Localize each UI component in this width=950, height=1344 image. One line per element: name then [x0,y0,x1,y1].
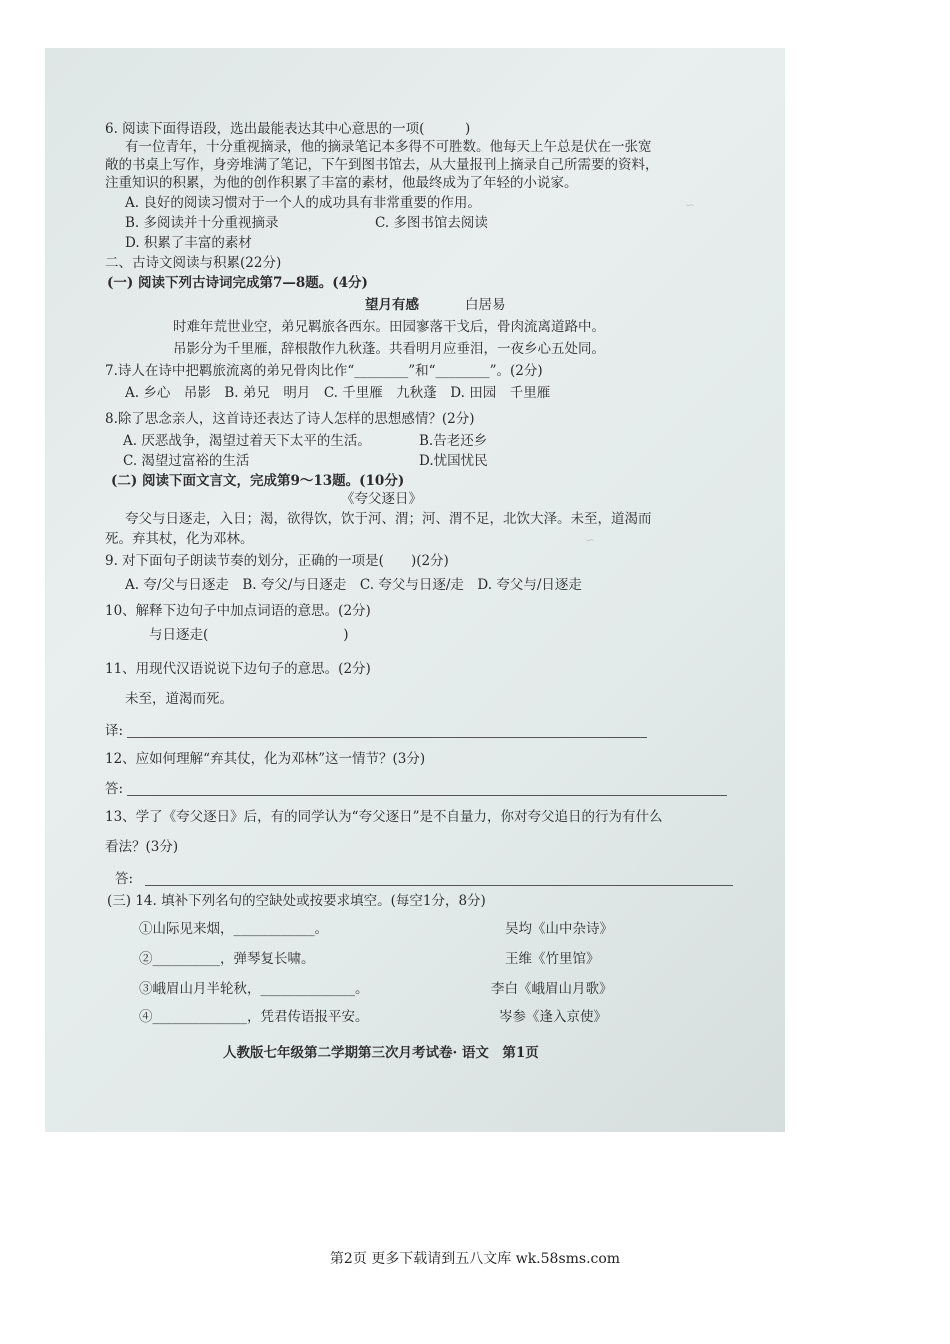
q9-options: A. 夸/父与日逐走 B. 夸父/与日逐走 C. 夸父与日逐/走 D. 夸父与/日逐走 [125,577,582,593]
q14-item-source: 王维《竹里馆》 [505,951,600,967]
q6-passage-line: 有一位青年，十分重视摘录，他的摘录笔记本多得不可胜数。他每天上午总是伏在一张宽 [125,139,652,155]
q8-option-d: D.忧国忧民 [419,453,488,469]
q12-answer-label: 答: [105,781,124,797]
scanned-exam-photo [45,48,785,1132]
q14-item-source: 吴均《山中杂诗》 [505,921,613,937]
q6-passage-line: 注重知识的积累，为他的创作积累了丰富的素材，他最终成为了年轻的小说家。 [105,175,578,191]
q6-option-b: B. 多阅读并十分重视摘录 [125,215,279,231]
q14-item-source: 岑参《逢入京使》 [499,1009,607,1025]
q9-stem: 9. 对下面句子朗读节奏的划分，正确的一项是( )(2分) [105,553,449,569]
q13-stem-cont: 看法？(3分) [105,839,179,855]
q13-answer-label: 答: [115,871,134,887]
q6-stem: 6. 阅读下面得语段，选出最能表达其中心意思的一项( ) [105,121,471,137]
q13-stem: 13、学了《夸父逐日》后，有的同学认为“夸父逐日”是不自量力，你对夸父追日的行为有什么 [105,809,663,825]
q12-stem: 12、应如何理解“弃其仗，化为邓林”这一情节？(3分) [105,751,426,767]
q6-option-d: D. 积累了丰富的素材 [125,235,252,251]
q8-option-a: A. 厌恶战争，渴望过着天下太平的生活。 [123,433,371,449]
section-part-title: (一) 阅读下列古诗词完成第7—8题。(4分) [107,275,368,291]
q6-passage-line: 敞的书桌上写作，身旁堆满了笔记，下午到图书馆去，从大量报刊上摘录自己所需要的资料， [105,157,659,173]
q10-item: 与日逐走( ) [149,627,349,643]
q14-item-text: ④______________，凭君传语报平安。 [139,1009,369,1025]
q14-item-text: ②__________，弹琴复长啸。 [139,951,315,967]
q14-item-text: ①山际见来烟，____________。 [139,921,328,937]
q10-stem: 10、解释下边句子中加点词语的意思。(2分) [105,603,371,619]
q14-item-source: 李白《峨眉山月歌》 [491,981,613,997]
q8-stem: 8.除了思念亲人，这首诗还表达了诗人怎样的思想感情？(2分) [105,411,475,427]
q7-options: A. 乡心 吊影 B. 弟兄 明月 C. 千里雁 九秋蓬 D. 田园 千里雁 [125,385,551,401]
q11-stem: 11、用现代汉语说说下边句子的意思。(2分) [105,661,371,677]
bleed-through-mark: ∽ [585,533,596,547]
q6-option-c: C. 多图书馆去阅读 [375,215,488,231]
q7-stem: 7.诗人在诗中把羁旅流离的弟兄骨肉比作“________”和“________”。(2分) [105,363,543,379]
exam-page-footer: 人教版七年级第二学期第三次月考试卷· 语文 第1页 [223,1045,539,1061]
classical-text-line: 夸父与日逐走，入日；渴，欲得饮，饮于河、渭；河、渭不足，北饮大泽。未至，道渴而 [125,511,652,527]
section-title: 二、古诗文阅读与积累(22分) [105,255,282,271]
q11-sentence: 未至，道渴而死。 [125,691,233,707]
q8-option-c: C. 渴望过富裕的生活 [123,453,250,469]
classical-text-title: 《夸父逐日》 [341,491,422,507]
poem-title: 望月有感 [365,297,419,313]
q14-item-text: ③峨眉山月半轮秋，______________。 [139,981,369,997]
part2-title: (二) 阅读下面文言文，完成第9～13题。(10分) [111,473,405,489]
q8-option-b: B.告老还乡 [419,433,488,449]
bottom-caption: 第2页 更多下载请到五八文库 wk.58sms.com [329,1251,621,1267]
q11-answer-label: 译: [105,723,124,739]
bleed-through-mark: ∽ [685,198,696,212]
q6-option-a: A. 良好的阅读习惯对于一个人的成功具有非常重要的作用。 [125,195,481,211]
classical-text-line: 死。弃其杖，化为邓林。 [105,531,254,547]
q14-stem: (三) 14. 填补下列名句的空缺处或按要求填空。(每空1分，8分) [107,893,486,909]
answer-line [127,795,727,796]
poem-line: 吊影分为千里雁，辞根散作九秋蓬。共看明月应垂泪，一夜乡心五处同。 [173,341,605,357]
poem-author: 白居易 [465,297,506,313]
answer-line [127,737,647,738]
answer-line [145,885,733,886]
poem-line: 时难年荒世业空，弟兄羁旅各西东。田园寥落干戈后，骨肉流离道路中。 [173,319,605,335]
